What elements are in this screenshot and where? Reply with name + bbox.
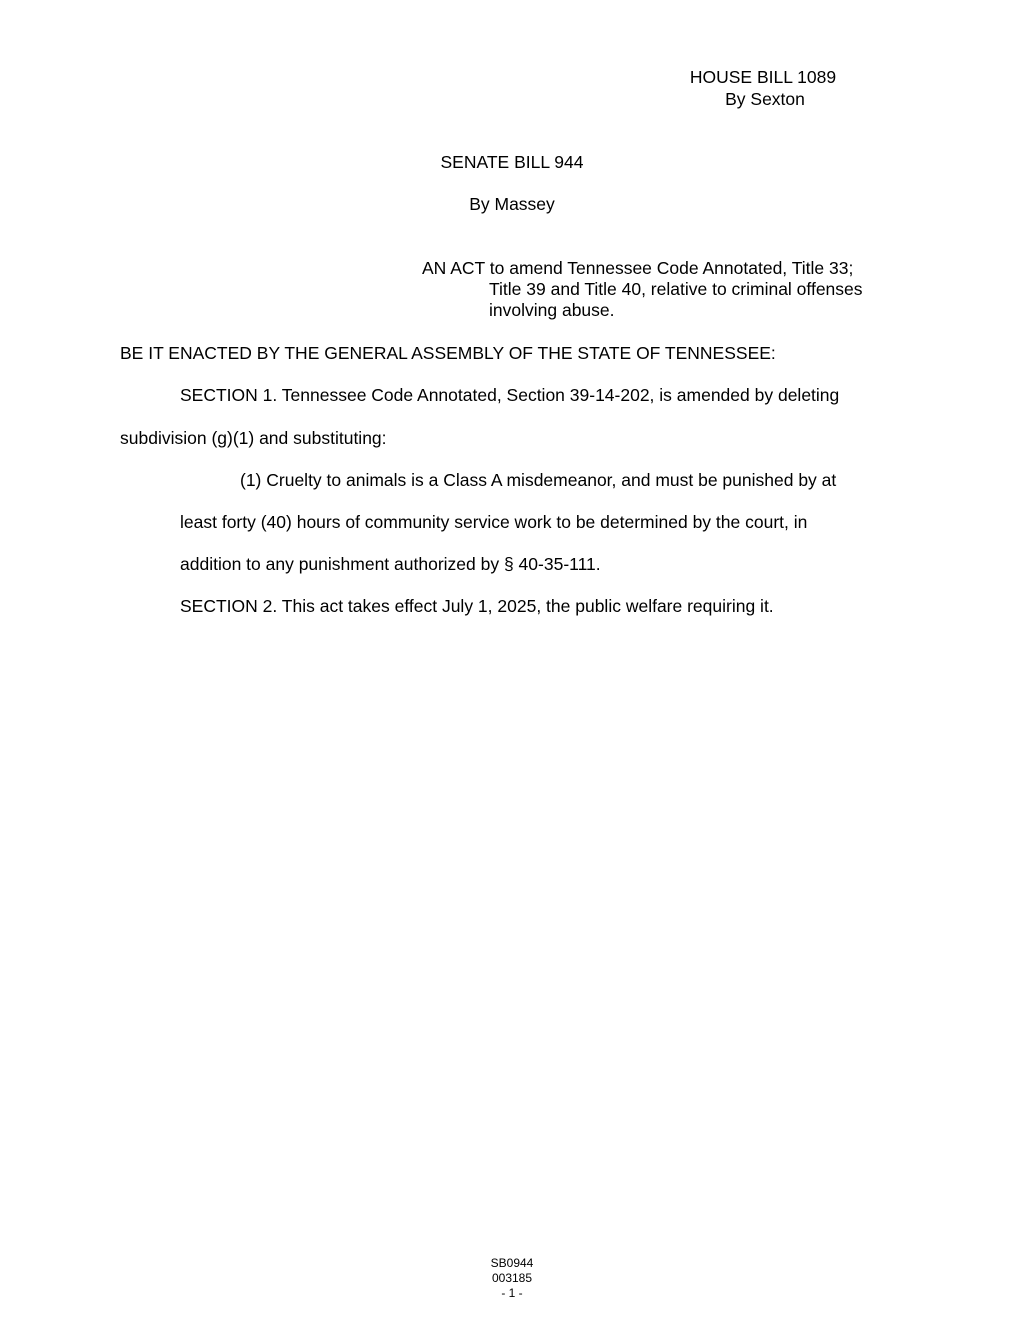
caption-line-1: AN ACT to amend Tennessee Code Annotated, Title 33; (422, 258, 854, 278)
caption-line-2: Title 39 and Title 40, relative to criminal offenses (489, 279, 863, 299)
section-2: SECTION 2. This act takes effect July 1, 2025, the public welfare requiring it. (180, 596, 774, 616)
section-1-line-1: SECTION 1. Tennessee Code Annotated, Section 39-14-202, is amended by deleting (180, 385, 840, 405)
subdivision-1-line-2: least forty (40) hours of community service work to be determined by the court, in (180, 512, 808, 532)
footer-page-number: - 1 - (501, 1286, 523, 1300)
section-1-line-2: subdivision (g)(1) and substituting: (120, 428, 387, 448)
subdivision-1-line-3: addition to any punishment authorized by § 40-35-111. (180, 554, 601, 574)
house-bill-number: HOUSE BILL 1089 (689, 67, 837, 87)
caption-line-3: involving abuse. (489, 300, 615, 320)
senate-bill-sponsor: By Massey (469, 194, 555, 214)
footer-bill-code: SB0944 (490, 1256, 534, 1270)
footer-document-number: 003185 (491, 1271, 533, 1285)
enacting-clause: BE IT ENACTED BY THE GENERAL ASSEMBLY OF THE STATE OF TENNESSEE: (120, 343, 776, 363)
subdivision-1-line-1: (1) Cruelty to animals is a Class A misdemeanor, and must be punished by at (240, 470, 837, 490)
senate-bill-number: SENATE BILL 944 (440, 152, 584, 172)
house-bill-sponsor: By Sexton (725, 89, 805, 109)
